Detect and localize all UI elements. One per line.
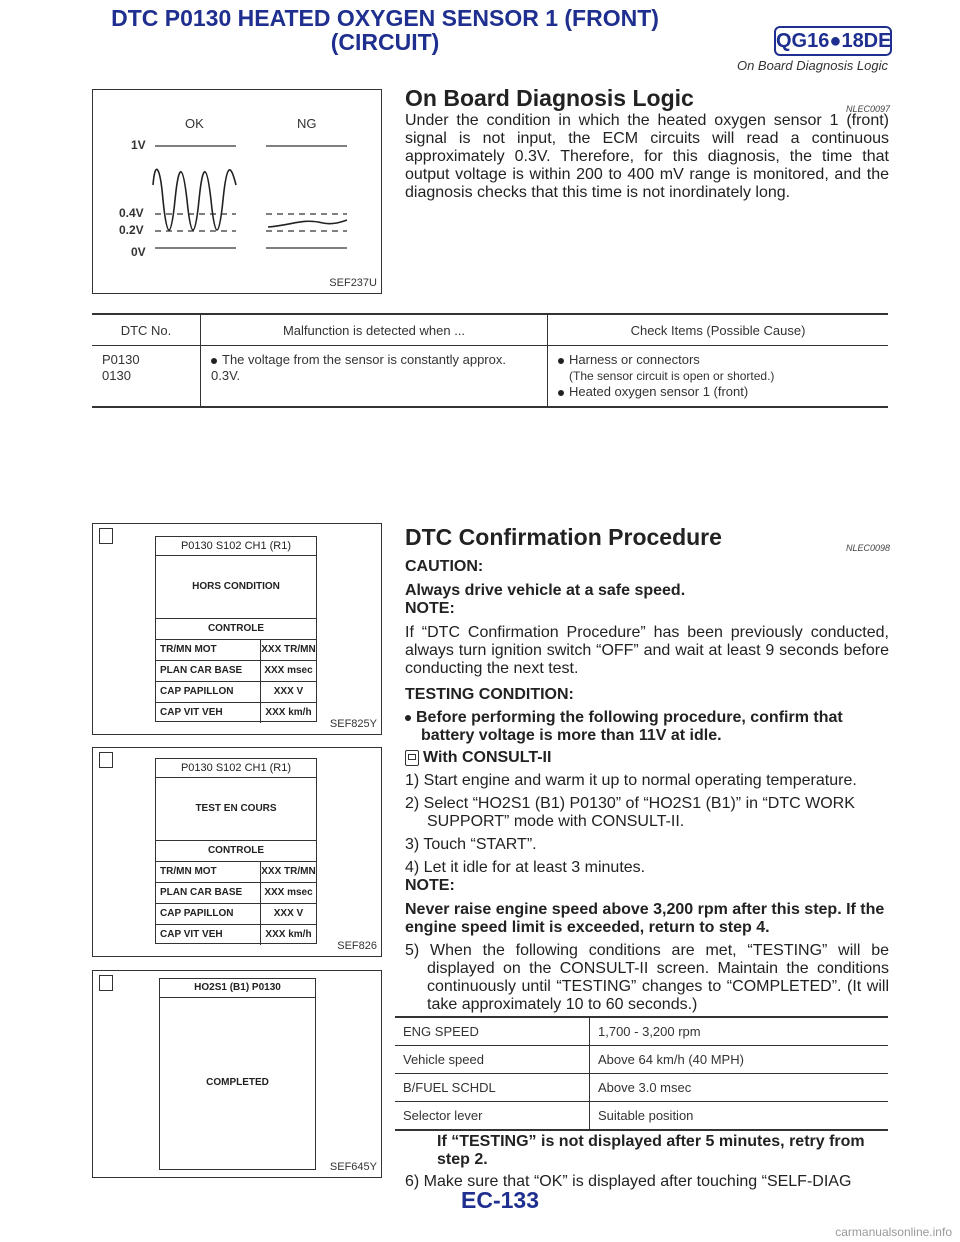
table-row: TR/MN MOT XXX TR/MN (156, 640, 316, 661)
table-row: PLAN CAR BASE XXX msec (156, 661, 316, 682)
waveform-figure (92, 89, 382, 294)
consult-icon (99, 528, 113, 544)
screen-header: HO2S1 (B1) P0130 (160, 979, 315, 998)
step-4: 4) Let it idle for at least 3 minutes. (405, 859, 646, 876)
screen-control: CONTROLE (156, 840, 316, 862)
bullet-icon (558, 390, 564, 396)
consult-display (155, 536, 317, 722)
figure-id: SEF826 (337, 940, 377, 952)
check-item-2: Heated oxygen sensor 1 (front) (569, 384, 749, 399)
table-row (92, 346, 888, 408)
consult-icon (405, 750, 419, 766)
step-5: 5) When the following conditions are met, “TESTING” will be displayed on the CONSULT-II screen. Maintain the conditions continuously until “TESTING” changes to “COMPLETED”. (It will take approximately 10 to 60 seconds.) (405, 942, 889, 1013)
note-text: If “DTC Confirmation Procedure” has been previously conducted, always turn ignition switch “OFF” and wait at least 9 seconds before conducting the next test. (405, 624, 889, 677)
table-row: CAP VIT VEH XXX km/h (156, 703, 316, 723)
screen-control: CONTROLE (156, 618, 316, 640)
table-row: CAP PAPILLON XXX V (156, 904, 316, 925)
consult-icon (99, 752, 113, 768)
testing-text: Before performing the following procedure, confirm that battery voltage is more than 11V at idle. (405, 709, 889, 745)
engine-badge: QG16●18DE (774, 26, 892, 56)
confirm-heading: DTC Confirmation Procedure (405, 524, 722, 550)
col-check-items: Check Items (Possible Cause) (548, 314, 889, 346)
table-row: Selector lever Suitable position (395, 1102, 888, 1131)
label-1v: 1V (131, 138, 146, 152)
check-items-cell (548, 346, 889, 408)
label-ok: OK (185, 116, 204, 131)
malfunction-text: The voltage from the sensor is constantly approx. 0.3V. (211, 352, 506, 383)
step-6: 6) Make sure that “OK” is displayed after touching “SELF-DIAG (405, 1173, 852, 1190)
figure-id: SEF237U (329, 277, 377, 289)
obd-heading: On Board Diagnosis Logic (405, 85, 694, 111)
consult-screen-figure-2 (92, 747, 382, 957)
screen-header: P0130 S102 CH1 (R1) (156, 759, 316, 778)
malfunction-cell (201, 346, 548, 408)
figure-id: SEF645Y (329, 1161, 377, 1173)
table-row: TR/MN MOT XXX TR/MN (156, 862, 316, 883)
consult-display (155, 758, 317, 944)
conditions-table (395, 1016, 888, 1131)
testing-label: TESTING CONDITION: (405, 686, 574, 703)
note-label: NOTE: (405, 600, 455, 617)
bullet-icon (211, 358, 217, 364)
dtc-no-cell (92, 346, 201, 408)
header-title-line2: (CIRCUIT) (330, 29, 440, 55)
screen-status: COMPLETED (206, 1077, 269, 1088)
note2-label: NOTE: (405, 877, 455, 894)
figure-id: SEF825Y (329, 718, 377, 730)
table-row: ENG SPEED 1,700 - 3,200 rpm (395, 1017, 888, 1046)
page-header-title (0, 6, 770, 54)
check-item-1-sub: (The sensor circuit is open or shorted.) (569, 369, 775, 383)
step-3: 3) Touch “START”. (405, 836, 537, 853)
table-row: CAP VIT VEH XXX km/h (156, 925, 316, 945)
col-dtc-no: DTC No. (92, 314, 201, 346)
label-02v: 0.2V (119, 223, 144, 237)
header-subtitle: On Board Diagnosis Logic (736, 58, 888, 73)
header-title-line1: DTC P0130 HEATED OXYGEN SENSOR 1 (FRONT) (111, 5, 659, 31)
dtc-code-alt: 0130 (102, 368, 131, 383)
consult-display (159, 978, 316, 1170)
page-number: EC-133 (461, 1187, 539, 1213)
dtc-table (92, 313, 888, 408)
confirm-ref-code: NLEC0098 (846, 543, 891, 553)
screen-status: TEST EN COURS (195, 803, 277, 814)
step-2: 2) Select “HO2S1 (B1) P0130” of “HO2S1 (B1)” in “DTC WORK SUPPORT” mode with CONSULT-II. (405, 795, 855, 830)
table-row: CAP PAPILLON XXX V (156, 682, 316, 703)
table-row: PLAN CAR BASE XXX msec (156, 883, 316, 904)
watermark: carmanualsonline.info (835, 1225, 952, 1239)
dtc-table-header (92, 314, 888, 346)
label-0v: 0V (131, 245, 146, 259)
obd-description: Under the condition in which the heated oxygen sensor 1 (front) signal is not input, the ECM circuits will read a continuous approximately 0.3V. Therefore, for this diagnosis, the time that output voltage is within 200 to 400 mV range is monitored, and the diagnosis checks that this time is not inordinately long. (405, 112, 889, 201)
consult-screen-figure-1 (92, 523, 382, 735)
dtc-code: P0130 (102, 352, 140, 367)
screen-header: P0130 S102 CH1 (R1) (156, 537, 316, 556)
waveform-diagram (93, 90, 381, 293)
table-row: B/FUEL SCHDL Above 3.0 msec (395, 1074, 888, 1102)
label-04v: 0.4V (119, 206, 144, 220)
caution-label: CAUTION: (405, 558, 484, 575)
consult-label: With CONSULT-II (405, 749, 889, 767)
retry-text: If “TESTING” is not displayed after 5 minutes, retry from step 2. (437, 1133, 865, 1168)
col-malfunction: Malfunction is detected when ... (201, 314, 548, 346)
consult-icon (99, 975, 113, 991)
label-ng: NG (297, 116, 317, 131)
caution-text: Always drive vehicle at a safe speed. (405, 582, 686, 599)
check-item-1: Harness or connectors (569, 352, 700, 367)
screen-status: HORS CONDITION (192, 581, 280, 592)
confirm-body (405, 554, 889, 1014)
obd-ref-code: NLEC0097 (846, 104, 891, 114)
bullet-icon (558, 358, 564, 364)
consult-screen-figure-3 (92, 970, 382, 1178)
step-1: 1) Start engine and warm it up to normal operating temperature. (405, 772, 857, 789)
table-row: Vehicle speed Above 64 km/h (40 MPH) (395, 1046, 888, 1074)
note2-text: Never raise engine speed above 3,200 rpm after this step. If the engine speed limit is exceeded, return to step 4. (405, 901, 885, 936)
bullet-icon (405, 715, 411, 721)
